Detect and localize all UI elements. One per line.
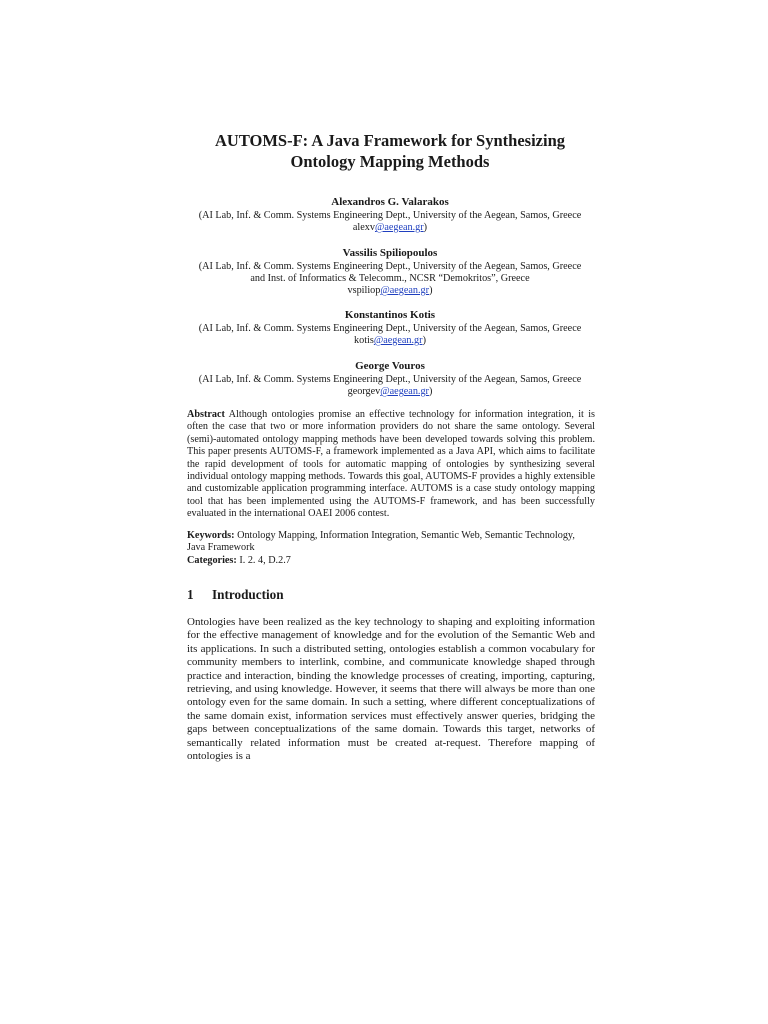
email-link[interactable]: @aegean.gr bbox=[373, 335, 423, 346]
author-block-1 bbox=[0, 195, 768, 234]
abstract-label: Abstract bbox=[187, 409, 225, 420]
email-link[interactable]: @aegean.gr bbox=[380, 386, 429, 397]
author-name: George Vouros bbox=[355, 360, 425, 372]
author-name: Konstantinos Kotis bbox=[344, 309, 436, 321]
author-block-2 bbox=[0, 246, 768, 297]
title-line-2: Ontology Mapping Methods bbox=[290, 152, 490, 171]
author-affiliation: (AI Lab, Inf. & Comm. Systems Engineering Dept., University of the Aegean, Samos, Greece bbox=[198, 210, 582, 221]
abstract bbox=[187, 409, 595, 521]
email-link[interactable]: @aegean.gr bbox=[374, 222, 424, 233]
author-email bbox=[0, 222, 768, 234]
author-email bbox=[0, 386, 768, 398]
keywords-block bbox=[187, 530, 595, 567]
author-block-3 bbox=[0, 308, 768, 347]
author-affiliation: and Inst. of Informatics & Telecomm., NCSR “Demokritos”, Greece bbox=[250, 273, 530, 284]
section-number: 1 bbox=[187, 587, 194, 602]
keywords bbox=[187, 530, 595, 555]
author-affiliation: (AI Lab, Inf. & Comm. Systems Engineering Dept., University of the Aegean, Samos, Greece bbox=[198, 323, 582, 334]
email-link[interactable]: @aegean.gr bbox=[380, 285, 430, 296]
email-close: ) bbox=[422, 335, 426, 346]
author-affiliation: (AI Lab, Inf. & Comm. Systems Engineering Dept., University of the Aegean, Samos, Greece bbox=[198, 374, 582, 385]
keywords-text: Ontology Mapping, Information Integration, Semantic Web, Semantic Technology, Java Framework bbox=[187, 530, 575, 554]
email-close: ) bbox=[423, 222, 428, 233]
categories bbox=[187, 555, 595, 567]
title-line-1: AUTOMS-F: A Java Framework for Synthesizing bbox=[214, 131, 565, 150]
email-close: ) bbox=[429, 285, 433, 296]
author-name: Vassilis Spiliopoulos bbox=[342, 247, 438, 259]
abstract-text: Although ontologies promise an effective technology for information integration, it is often the case that two or more information providers do not share the same ontology. Several (semi)-automated ontology mapping methods have been developed towards solving this problem. This paper presents AUTOMS-F, a framework implemented as a Java API, which aims to facilitate the rapid development of tools for automatic mapping of ontologies by synthesizing several individual ontology mapping methods. Towards this goal, AUTOMS-F provides a highly extensible and customizable application programming interface. AUTOMS is a case study ontology mapping tool that has been implemented using the AUTOMS-F framework, and has been successfully evaluated in the international OAEI 2006 contest. bbox=[187, 409, 595, 520]
paper-title bbox=[0, 130, 768, 172]
email-user: vspiliop bbox=[347, 285, 381, 296]
keywords-label: Keywords: bbox=[187, 530, 235, 541]
email-user: alexv bbox=[352, 222, 375, 233]
author-email bbox=[0, 285, 768, 297]
email-user: georgev bbox=[347, 386, 381, 397]
email-close: ) bbox=[428, 386, 433, 397]
author-affiliation: (AI Lab, Inf. & Comm. Systems Engineering Dept., University of the Aegean, Samos, Greece bbox=[198, 261, 582, 272]
author-block-4 bbox=[0, 359, 768, 398]
author-name: Alexandros G. Valarakos bbox=[331, 196, 449, 208]
email-user: kotis bbox=[354, 335, 374, 346]
section-title: Introduction bbox=[212, 587, 284, 602]
author-email bbox=[0, 335, 768, 347]
section-heading bbox=[187, 587, 284, 603]
categories-label: Categories: bbox=[187, 554, 237, 566]
categories-text: I. 2. 4, D.2.7 bbox=[239, 554, 291, 566]
introduction-paragraph: Ontologies have been realized as the key technology to shaping and exploiting information for the effective management of knowledge and for the evolution of the Semantic Web and its applications. In such a distributed setting, ontologies establish a common vocabulary for community members to interlink, combine, and communicate knowledge shaped through practice and interaction, binding the knowledge processes of creating, importing, capturing, retrieving, and using knowledge. However, it seems that there will always be more than one ontology even for the same domain. In such a setting, where different conceptualizations of the same domain exist, information services must effectively answer queries, bridging the gaps between conceptualizations of the same domain. Towards this target, networks of semantically related information must be created at-request. Therefore mapping of ontologies is a bbox=[187, 616, 595, 763]
